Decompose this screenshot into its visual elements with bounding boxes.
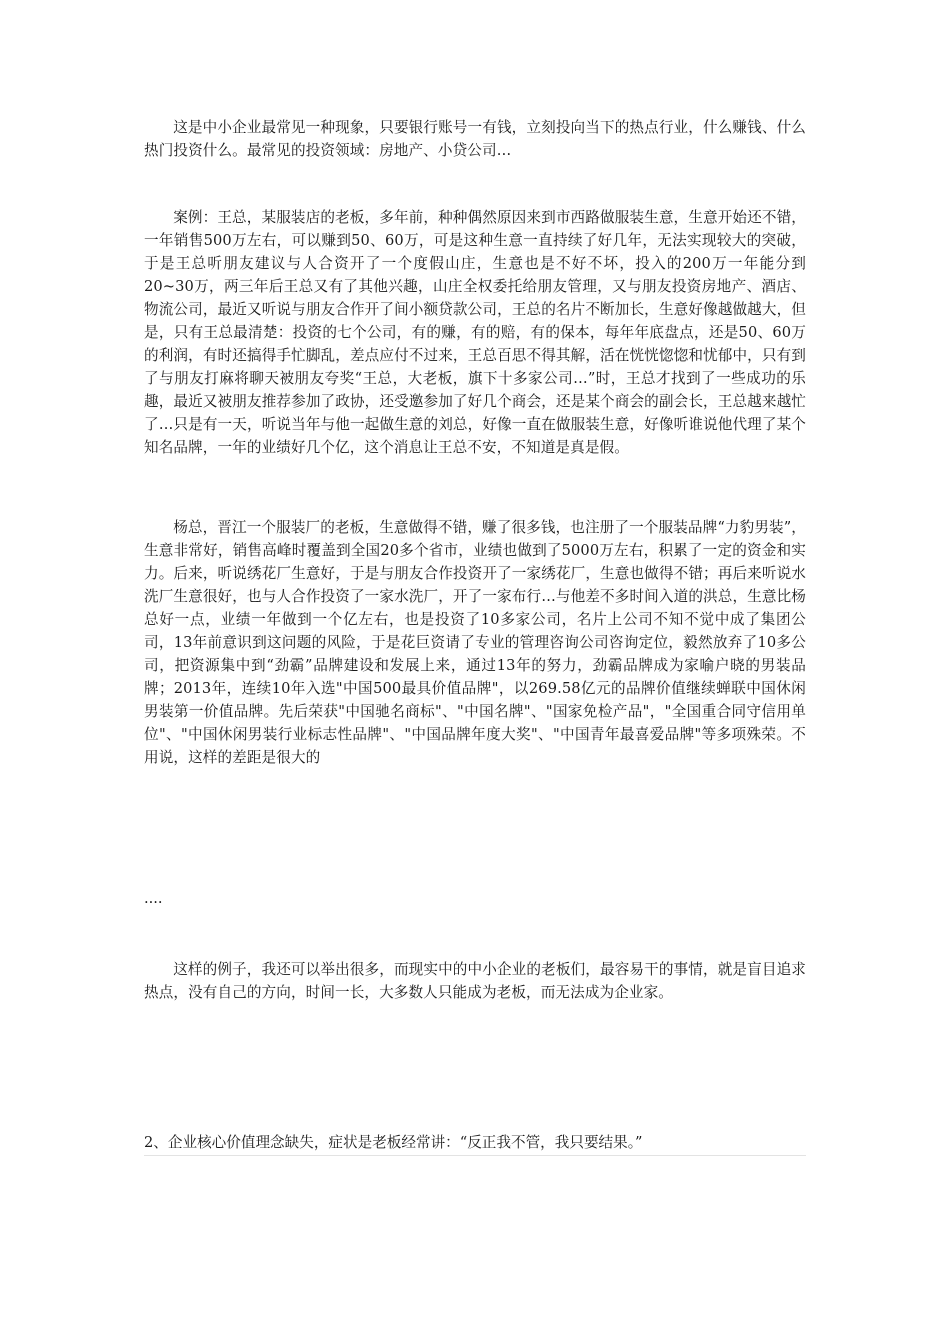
paragraph-conclusion: 这样的例子，我还可以举出很多，而现实中的中小企业的老板们，最容易干的事情，就是盲目追求热点，没有自己的方向，时间一长，大多数人只能成为老板，而无法成为企业家。 <box>144 961 806 1001</box>
ellipsis-text: .... <box>144 890 163 907</box>
paragraph-case-yang: 杨总，晋江一个服装厂的老板，生意做得不错，赚了很多钱，也注册了一个服装品牌“力豹男装”，生意非常好，销售高峰时覆盖到全国20多个省市，业绩也做到了5000万左右，积累了一定的资金和实力。后来，听说绣花厂生意好，于是与朋友合作投资开了一家绣花厂，生意也做得不错；再后来听说水洗厂生意很好，也与人合作投资了一家水洗厂，开了一家布行…与他差不多时间入道的洪总，生意比杨总好一点，业绩一年做到一个亿左右，也是投资了10多家公司，名片上公司不知不觉中成了集团公司，13年前意识到这问题的风险，于是花巨资请了专业的管理咨询公司咨询定位，毅然放弃了10多公司，把资源集中到“劲霸”品牌建设和发展上来，通过13年的努力，劲霸品牌成为家喻户晓的男装品牌；2013年，连续10年入选"中国500最具价值品牌"，以269.58亿元的品牌价值继续蝉联中国休闲男装第一价值品牌。先后荣获"中国驰名商标"、"中国名牌"、"国家免检产品"，"全国重合同守信用单位"、"中国休闲男装行业标志性品牌"、"中国品牌年度大奖"、"中国青年最喜爱品牌"等多项殊荣。不用说，这样的差距是很大的 <box>144 519 806 766</box>
paragraph-case-wang: 案例：王总，某服装店的老板，多年前，种种偶然原因来到市西路做服装生意，生意开始还不错，一年销售500万左右，可以赚到50、60万，可是这种生意一直持续了好几年，无法实现较大的突破，于是王总听朋友建议与人合资开了一个度假山庄，生意也是不好不坏，投入的200万一年能分到20~30万，两三年后王总又有了其他兴趣，山庄全权委托给朋友管理，又与朋友投资房地产、酒店、物流公司，最近又听说与朋友合作开了间小额贷款公司，王总的名片不断加长，生意好像越做越大，但是，只有王总最清楚：投资的七个公司，有的赚，有的赔，有的保本，每年年底盘点，还是50、60万的利润，有时还搞得手忙脚乱，差点应付不过来，王总百思不得其解，活在恍恍惚惚和忧郁中，只有到了与朋友打麻将聊天被朋友夸奖“王总，大老板，旗下十多家公司…”时，王总才找到了一些成功的乐趣，最近又被朋友推荐参加了政协，还受邀参加了好几个商会，还是某个商会的副会长，王总越来越忙了…只是有一天，听说当年与他一起做生意的刘总，好像一直在做服装生意，好像听谁说他代理了某个知名品牌，一年的业绩好几个亿，这个消息让王总不安，不知道是真是假。 <box>144 209 806 456</box>
section-heading: 2、企业核心价值理念缺失，症状是老板经常讲：“反正我不管，我只要结果。” <box>144 1133 806 1156</box>
paragraph-phenomenon: 这是中小企业最常见一种现象，只要银行账号一有钱，立刻投向当下的热点行业，什么赚钱、什么热门投资什么。最常见的投资领域：房地产、小贷公司… <box>144 119 806 159</box>
